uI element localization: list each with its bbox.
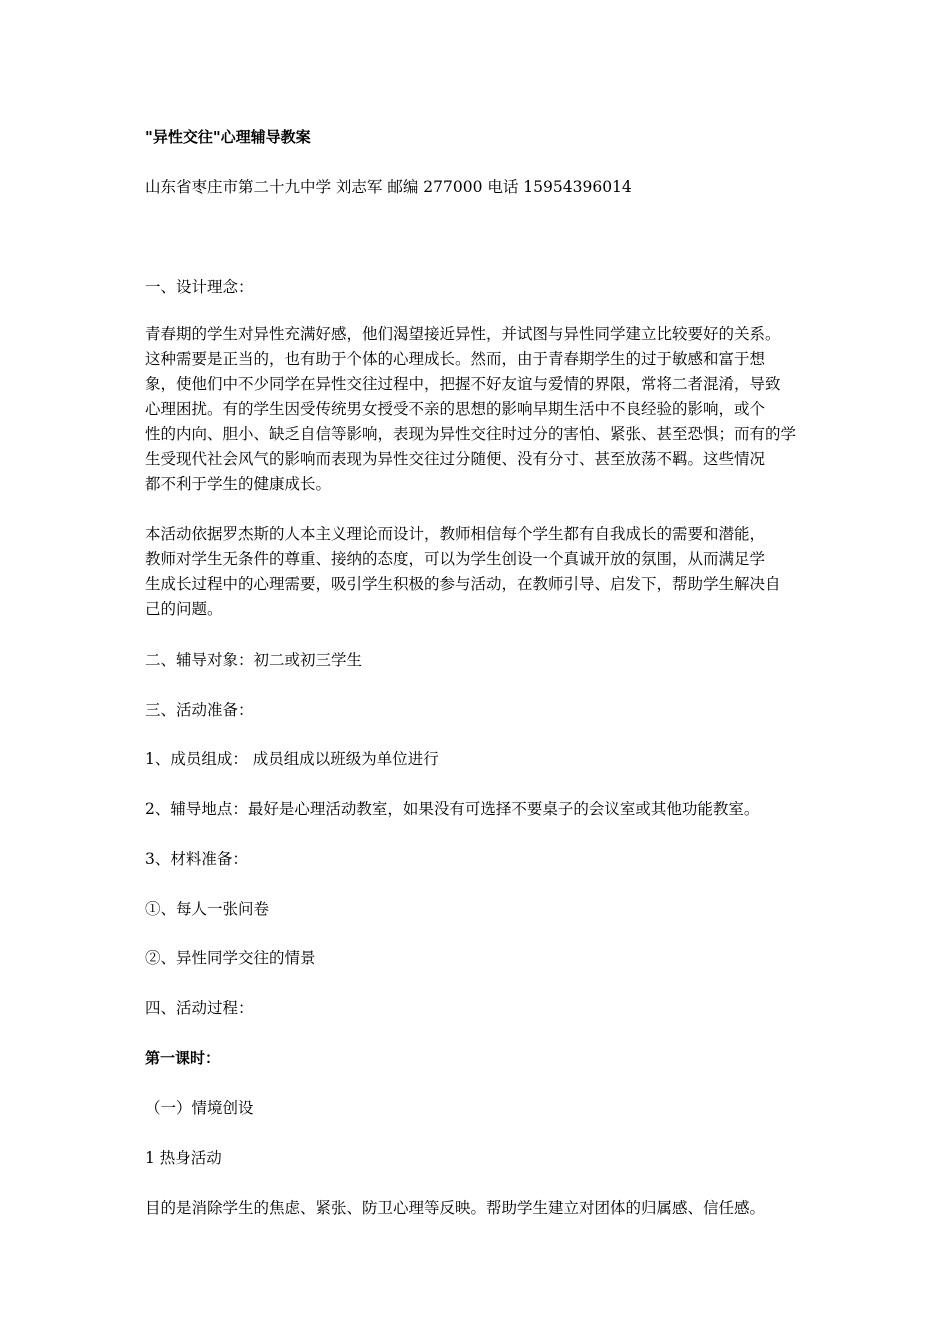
- paragraph-line: 生成长过程中的心理需要，吸引学生积极的参与活动，在教师引导、启发下，帮助学生解决自: [145, 575, 781, 593]
- paragraph-line: 生受现代社会风气的影响而表现为异性交往过分随便、没有分寸、甚至放荡不羁。这些情况: [145, 450, 766, 468]
- paragraph-line: 心理困扰。有的学生因受传统男女授受不亲的思想的影响早期生活中不良经验的影响，或个: [145, 400, 766, 418]
- paragraph-line: 教师对学生无条件的尊重、接纳的态度，可以为学生创设一个真诚开放的氛围，从而满足学: [145, 550, 766, 568]
- paragraph-line: 象，使他们中不少同学在异性交往过程中，把握不好友谊与爱情的界限，常将二者混淆，导致: [145, 375, 781, 393]
- target-line: 二、辅导对象：初二或初三学生: [145, 651, 363, 669]
- design-paragraph-1: [145, 322, 825, 497]
- scene-heading: （一）情境创设: [145, 1099, 254, 1117]
- paragraph-line: 这种需要是正当的，也有助于个体的心理成长。然而，由于青春期学生的过于敏感和富于想: [145, 350, 766, 368]
- paragraph-line: 都不利于学生的健康成长。: [145, 475, 332, 493]
- paragraph-line: 青春期的学生对异性充满好感，他们渴望接近异性，并试图与异性同学建立比较要好的关系。: [145, 325, 781, 343]
- process-heading: 四、活动过程：: [145, 999, 254, 1017]
- prep-item-3b: ②、异性同学交往的情景: [145, 949, 316, 967]
- prep-item-3: 3、材料准备：: [145, 850, 248, 868]
- author-line: 山东省枣庄市第二十九中学 刘志军 邮编 277000 电话 15954396014: [145, 178, 632, 196]
- design-heading: 一、设计理念：: [145, 278, 254, 296]
- paragraph-line: 己的问题。: [145, 600, 223, 618]
- lesson-heading: 第一课时：: [145, 1049, 221, 1067]
- warmup-heading: 1 热身活动: [145, 1149, 222, 1167]
- paragraph-line: 本活动依据罗杰斯的人本主义理论而设计，教师相信每个学生都有自我成长的需要和潜能，: [145, 525, 766, 543]
- document-title: "异性交往"心理辅导教案: [145, 128, 311, 146]
- prep-heading: 三、活动准备：: [145, 701, 254, 719]
- prep-item-1: 1、成员组成： 成员组成以班级为单位进行: [145, 750, 439, 768]
- design-paragraph-2: [145, 522, 825, 622]
- prep-item-2: 2、辅导地点：最好是心理活动教室，如果没有可选择不要桌子的会议室或其他功能教室。: [145, 800, 760, 818]
- prep-item-3a: ①、每人一张问卷: [145, 900, 270, 918]
- paragraph-line: 性的内向、胆小、缺乏自信等影响，表现为异性交往时过分的害怕、紧张、甚至恐惧；而有的学: [145, 425, 797, 443]
- warmup-text: 目的是消除学生的焦虑、紧张、防卫心理等反映。帮助学生建立对团体的归属感、信任感。: [145, 1199, 766, 1217]
